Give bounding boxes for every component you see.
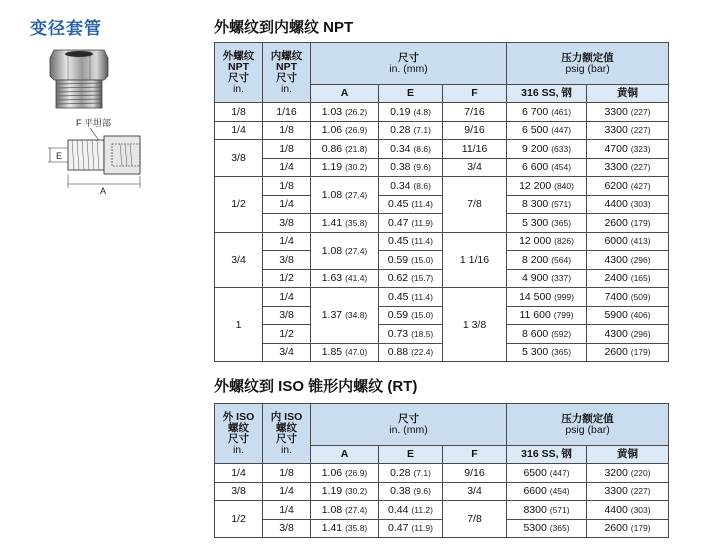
table-row: 1/8 1/16 1.03 (26.2) 0.19 (4.8) 7/16 6 700 (461) 3300 (227): [215, 103, 669, 122]
col-e-header: E: [379, 446, 443, 464]
col-316ss-header: 316 SS, 钢: [507, 85, 587, 103]
male-iso-header: 外 ISO 螺纹 尺寸 in.: [215, 404, 263, 464]
col-e-header: E: [379, 85, 443, 103]
dimensions-header: 尺寸 in. (mm): [311, 43, 507, 85]
col-f-header: F: [443, 85, 507, 103]
a-label: A: [100, 186, 107, 196]
col-brass-header: 黄铜: [587, 446, 669, 464]
table-row: 3/8 1/4 1.19 (30.2) 0.38 (9.6) 3/4 6600 (454) 3300 (227): [215, 482, 669, 501]
col-a-header: A: [311, 85, 379, 103]
section-title-iso: 外螺纹到 ISO 锥形内螺纹 (RT): [214, 378, 418, 395]
npt-table: [214, 42, 669, 362]
table-row: 3/8 1.41 (35.8) 0.47 (11.9) 5 300 (365) 2600 (179): [215, 214, 669, 233]
table-row: 3/4 1.85 (47.0) 0.88 (22.4) 5 300 (365) 2600 (179): [215, 343, 669, 362]
iso-table: [214, 403, 669, 538]
pressure-rating-header: 压力额定值 psig (bar): [507, 404, 669, 446]
page-title: 变径套管: [30, 19, 102, 38]
table-row: 1/2 1.63 (41.4) 0.62 (15.7) 4 900 (337) 2400 (165): [215, 269, 669, 288]
col-brass-header: 黄铜: [587, 85, 669, 103]
pressure-rating-header: 压力额定值 psig (bar): [507, 43, 669, 85]
male-npt-header: 外螺纹 NPT 尺寸 in.: [215, 43, 263, 103]
dimension-drawing: [40, 118, 160, 198]
table-row: 1/4 1.19 (30.2) 0.38 (9.6) 3/4 6 600 (454) 3300 (227): [215, 158, 669, 177]
female-npt-header: 内螺纹 NPT 尺寸 in.: [263, 43, 311, 103]
table-row: 1/2 1/4 1.08 (27.4) 0.44 (11.2) 7/8 8300 (571) 4400 (303): [215, 501, 669, 520]
table-row: 3/8 1.41 (35.8) 0.47 (11.9) 5300 (365) 2600 (179): [215, 519, 669, 538]
col-f-header: F: [443, 446, 507, 464]
table-row: 1/2 0.73 (18.5) 8 600 (592) 4300 (296): [215, 325, 669, 344]
flat-label: F 平坦部: [76, 118, 111, 128]
table-row: 1/2 1/8 1.08 (27.4) 0.34 (8.6) 7/8 12 200 (840) 6200 (427): [215, 177, 669, 196]
table-row: 1/4 1/8 1.06 (26.9) 0.28 (7.1) 9/16 6 500 (447) 3300 (227): [215, 121, 669, 140]
table-row: 3/8 0.59 (15.0) 8 200 (564) 4300 (296): [215, 251, 669, 270]
bushing-photo: [48, 46, 110, 112]
table-row: 1/4 1/8 1.06 (26.9) 0.28 (7.1) 9/16 6500 (447) 3200 (220): [215, 464, 669, 483]
col-316ss-header: 316 SS, 钢: [507, 446, 587, 464]
e-label: E: [56, 151, 63, 161]
table-row: 3/4 1/4 1.08 (27.4) 0.45 (11.4) 1 1/16 12 000 (826) 6000 (413): [215, 232, 669, 251]
table-row: 1/4 0.45 (11.4) 8 300 (571) 4400 (303): [215, 195, 669, 214]
col-a-header: A: [311, 446, 379, 464]
table-row: 1 1/4 1.37 (34.8) 0.45 (11.4) 1 3/8 14 500 (999) 7400 (509): [215, 288, 669, 307]
female-iso-header: 内 ISO 螺纹 尺寸 in.: [263, 404, 311, 464]
table-row: 3/8 0.59 (15.0) 11 600 (799) 5900 (406): [215, 306, 669, 325]
dimensions-header: 尺寸 in. (mm): [311, 404, 507, 446]
section-title-npt: 外螺纹到内螺纹 NPT: [214, 19, 354, 36]
table-row: 3/8 1/8 0.86 (21.8) 0.34 (8.6) 11/16 9 200 (633) 4700 (323): [215, 140, 669, 159]
